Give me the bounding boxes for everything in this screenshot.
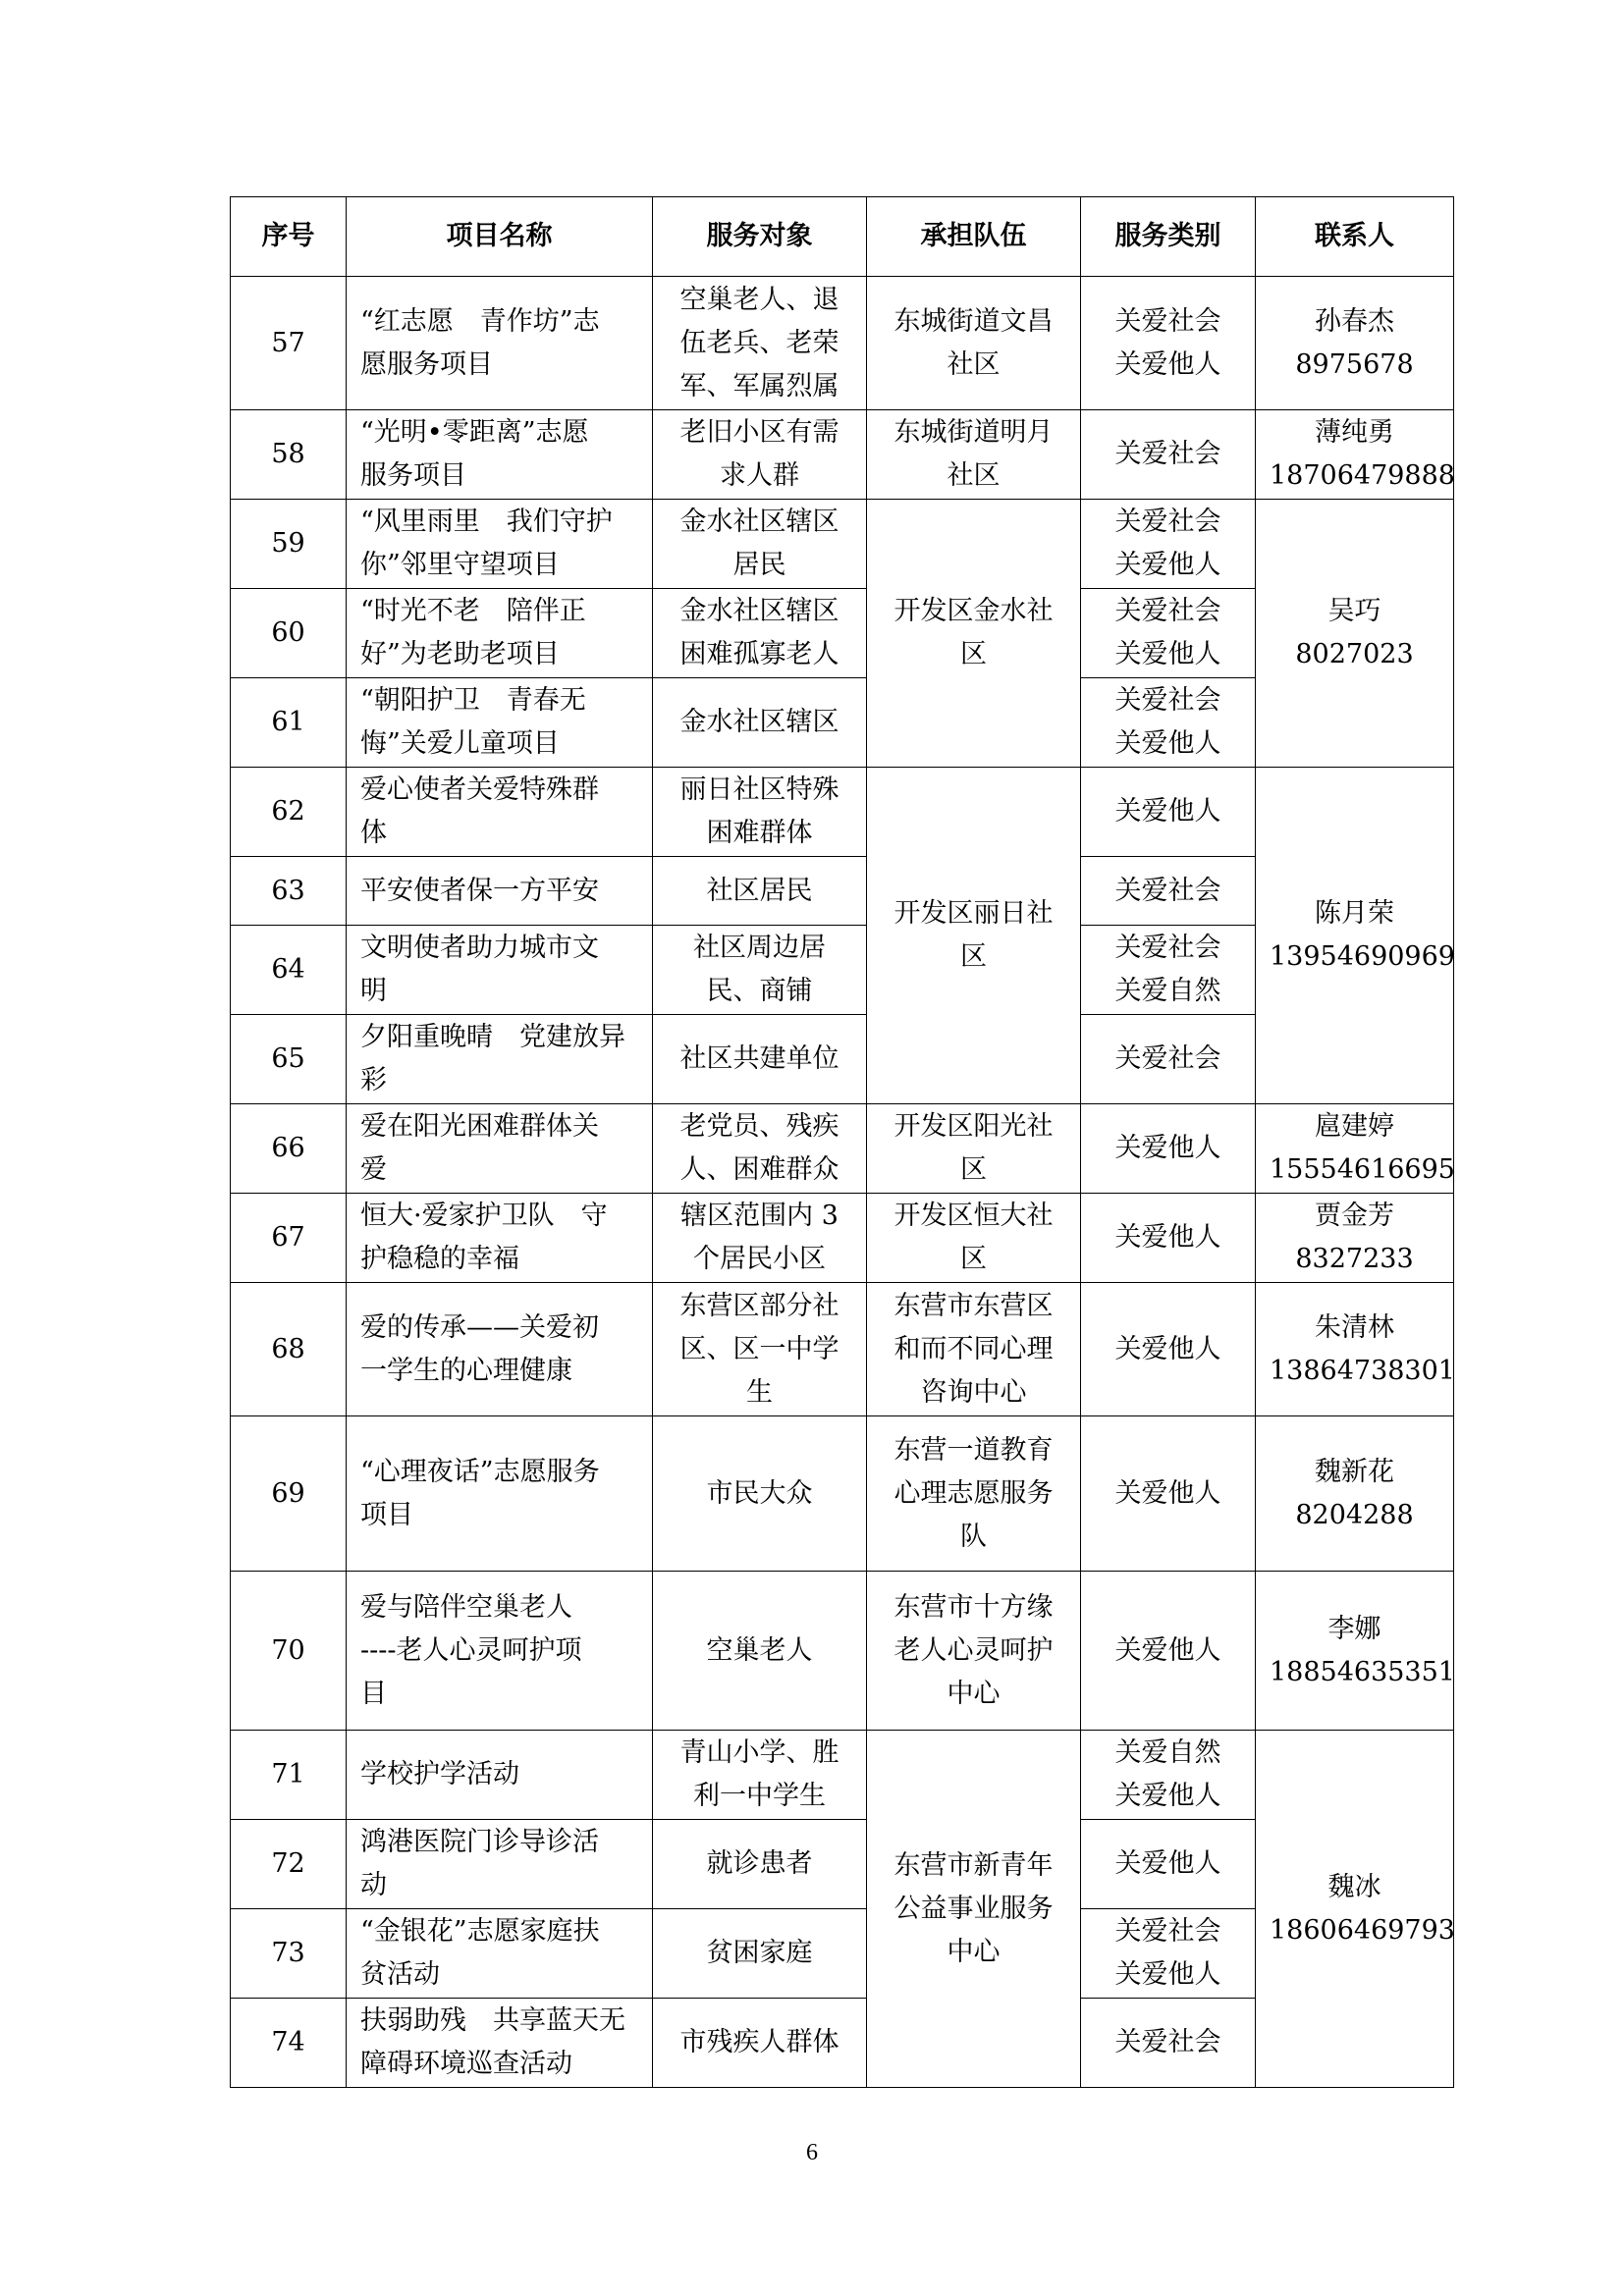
table-row — [231, 1416, 1454, 1572]
service-target: 就诊患者 — [653, 1820, 867, 1909]
service-category: 关爱社会 关爱他人 — [1081, 277, 1256, 410]
project-name: 爱与陪伴空巢老人 ----老人心灵呵护项 目 — [347, 1572, 653, 1731]
service-target: 金水社区辖区 困难孤寡老人 — [653, 589, 867, 678]
service-target: 老旧小区有需 求人群 — [653, 410, 867, 500]
service-target: 市残疾人群体 — [653, 1999, 867, 2088]
service-target: 社区居民 — [653, 857, 867, 926]
team: 东营市十方缘 老人心灵呵护 中心 — [867, 1572, 1081, 1731]
service-category: 关爱社会 — [1081, 1015, 1256, 1104]
service-target: 市民大众 — [653, 1416, 867, 1572]
header-service-category: 服务类别 — [1081, 197, 1256, 277]
header-project-name: 项目名称 — [347, 197, 653, 277]
service-category: 关爱他人 — [1081, 1572, 1256, 1731]
row-number: 67 — [231, 1194, 347, 1283]
team: 开发区恒大社 区 — [867, 1194, 1081, 1283]
team: 东城街道文昌 社区 — [867, 277, 1081, 410]
team: 东营一道教育 心理志愿服务 队 — [867, 1416, 1081, 1572]
service-category: 关爱他人 — [1081, 1194, 1256, 1283]
contact: 孙春杰 8975678 — [1256, 277, 1454, 410]
service-category: 关爱社会 — [1081, 410, 1256, 500]
table-row — [231, 1731, 1454, 1820]
service-target: 丽日社区特殊 困难群体 — [653, 768, 867, 857]
service-target: 辖区范围内 3 个居民小区 — [653, 1194, 867, 1283]
contact: 魏冰 18606469793 — [1256, 1731, 1454, 2088]
service-category: 关爱社会 关爱他人 — [1081, 1909, 1256, 1999]
contact: 贾金芳 8327233 — [1256, 1194, 1454, 1283]
row-number: 66 — [231, 1104, 347, 1194]
header-number: 序号 — [231, 197, 347, 277]
row-number: 58 — [231, 410, 347, 500]
volunteer-projects-table — [230, 196, 1454, 2088]
service-target: 社区共建单位 — [653, 1015, 867, 1104]
row-number: 60 — [231, 589, 347, 678]
project-name: “风里雨里 我们守护 你”邻里守望项目 — [347, 500, 653, 589]
team: 东营市东营区 和而不同心理 咨询中心 — [867, 1283, 1081, 1416]
project-name: “红志愿 青作坊”志 愿服务项目 — [347, 277, 653, 410]
project-name: 扶弱助残 共享蓝天无 障碍环境巡查活动 — [347, 1999, 653, 2088]
service-target: 社区周边居 民、商铺 — [653, 926, 867, 1015]
row-number: 57 — [231, 277, 347, 410]
team: 开发区丽日社 区 — [867, 768, 1081, 1104]
service-target: 空巢老人 — [653, 1572, 867, 1731]
row-number: 73 — [231, 1909, 347, 1999]
contact: 李娜 18854635351 — [1256, 1572, 1454, 1731]
contact: 陈月荣 13954690969 — [1256, 768, 1454, 1104]
table-row — [231, 1572, 1454, 1731]
team: 开发区金水社 区 — [867, 500, 1081, 768]
project-name: 恒大·爱家护卫队 守 护稳稳的幸福 — [347, 1194, 653, 1283]
project-name: 学校护学活动 — [347, 1731, 653, 1820]
service-category: 关爱社会 关爱他人 — [1081, 678, 1256, 768]
row-number: 69 — [231, 1416, 347, 1572]
service-target: 东营区部分社 区、区一中学 生 — [653, 1283, 867, 1416]
project-name: 爱在阳光困难群体关 爱 — [347, 1104, 653, 1194]
contact: 朱清林 13864738301 — [1256, 1283, 1454, 1416]
table-header-row — [231, 197, 1454, 277]
project-name: 文明使者助力城市文 明 — [347, 926, 653, 1015]
service-target: 贫困家庭 — [653, 1909, 867, 1999]
service-category: 关爱他人 — [1081, 1416, 1256, 1572]
row-number: 65 — [231, 1015, 347, 1104]
row-number: 71 — [231, 1731, 347, 1820]
project-name: 夕阳重晚晴 党建放异 彩 — [347, 1015, 653, 1104]
service-category: 关爱他人 — [1081, 1283, 1256, 1416]
service-category: 关爱社会 关爱他人 — [1081, 589, 1256, 678]
contact: 魏新花 8204288 — [1256, 1416, 1454, 1572]
table-row — [231, 410, 1454, 500]
table-row — [231, 1194, 1454, 1283]
header-team: 承担队伍 — [867, 197, 1081, 277]
row-number: 70 — [231, 1572, 347, 1731]
service-category: 关爱社会 — [1081, 1999, 1256, 2088]
row-number: 72 — [231, 1820, 347, 1909]
page-number: 6 — [806, 2140, 818, 2165]
service-target: 金水社区辖区 居民 — [653, 500, 867, 589]
row-number: 62 — [231, 768, 347, 857]
service-category: 关爱社会 关爱他人 — [1081, 500, 1256, 589]
service-target: 空巢老人、退 伍老兵、老荣 军、军属烈属 — [653, 277, 867, 410]
row-number: 63 — [231, 857, 347, 926]
table-row — [231, 768, 1454, 857]
service-target: 金水社区辖区 — [653, 678, 867, 768]
team: 开发区阳光社 区 — [867, 1104, 1081, 1194]
service-category: 关爱他人 — [1081, 1104, 1256, 1194]
project-name: “心理夜话”志愿服务 项目 — [347, 1416, 653, 1572]
table-row — [231, 277, 1454, 410]
row-number: 74 — [231, 1999, 347, 2088]
contact: 扈建婷 15554616695 — [1256, 1104, 1454, 1194]
service-category: 关爱他人 — [1081, 768, 1256, 857]
team: 东城街道明月 社区 — [867, 410, 1081, 500]
project-name: 爱的传承——关爱初 一学生的心理健康 — [347, 1283, 653, 1416]
row-number: 59 — [231, 500, 347, 589]
table-row — [231, 1283, 1454, 1416]
service-category: 关爱社会 关爱自然 — [1081, 926, 1256, 1015]
header-contact: 联系人 — [1256, 197, 1454, 277]
row-number: 64 — [231, 926, 347, 1015]
project-name: 爱心使者关爱特殊群 体 — [347, 768, 653, 857]
project-name: “光明•零距离”志愿 服务项目 — [347, 410, 653, 500]
service-category: 关爱社会 — [1081, 857, 1256, 926]
table-row — [231, 500, 1454, 589]
service-target: 老党员、残疾 人、困难群众 — [653, 1104, 867, 1194]
row-number: 68 — [231, 1283, 347, 1416]
service-target: 青山小学、胜 利一中学生 — [653, 1731, 867, 1820]
project-name: “朝阳护卫 青春无 悔”关爱儿童项目 — [347, 678, 653, 768]
service-category: 关爱自然 关爱他人 — [1081, 1731, 1256, 1820]
service-category: 关爱他人 — [1081, 1820, 1256, 1909]
team: 东营市新青年 公益事业服务 中心 — [867, 1731, 1081, 2088]
contact: 吴巧 8027023 — [1256, 500, 1454, 768]
header-service-target: 服务对象 — [653, 197, 867, 277]
contact: 薄纯勇 18706479888 — [1256, 410, 1454, 500]
row-number: 61 — [231, 678, 347, 768]
project-name: “时光不老 陪伴正 好”为老助老项目 — [347, 589, 653, 678]
project-name: 平安使者保一方平安 — [347, 857, 653, 926]
table-row — [231, 1104, 1454, 1194]
project-name: 鸿港医院门诊导诊活 动 — [347, 1820, 653, 1909]
project-name: “金银花”志愿家庭扶 贫活动 — [347, 1909, 653, 1999]
